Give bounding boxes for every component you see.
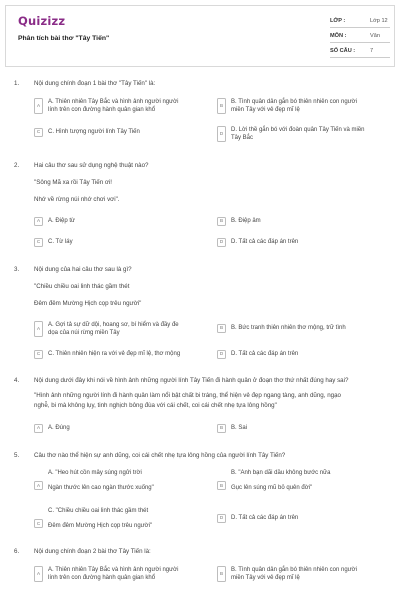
option-text: C. Thiên nhiên hiện ra với vẻ đẹp mĩ lệ, thơ mộng — [48, 351, 181, 358]
option-d[interactable] — [217, 126, 365, 143]
option-text: D. Tất cả các đáp án trên — [231, 515, 299, 522]
option-text: Đêm đêm Mường Hịch cọp trêu người" — [48, 523, 153, 530]
option-letter-box: B — [217, 566, 226, 582]
option-text: lính trên con đường hành quân gian khổ — [48, 575, 156, 582]
question-text: Hai câu thơ sau sử dụng nghệ thuật nào? — [34, 162, 149, 169]
option-letter-box: B — [217, 481, 226, 490]
question-number: 4. — [14, 377, 20, 384]
meta-class — [330, 14, 390, 28]
meta-count-value: 7 — [370, 48, 374, 54]
option-letter-box: D — [217, 238, 226, 247]
option-text: B. Sai — [231, 425, 248, 432]
option-text: Tây Bắc — [231, 135, 254, 142]
option-text: dọa của núi rừng miền Tây — [48, 330, 120, 337]
meta-class-label: LỚP : — [330, 18, 346, 24]
option-text: A. Điệp từ — [48, 218, 76, 225]
option-letter-box: B — [217, 324, 226, 333]
quote-line: Nhớ về rừng núi nhớ chơi vơi". — [34, 196, 120, 203]
option-letter-box: D — [217, 514, 226, 523]
option-a[interactable] — [34, 321, 179, 338]
meta-count — [330, 44, 390, 58]
option-d[interactable] — [217, 238, 298, 247]
option-text: miền Tây với vẻ đẹp mĩ lệ — [231, 575, 300, 582]
question-number: 2. — [14, 162, 20, 169]
option-a[interactable] — [34, 98, 178, 115]
option-letter-box: A — [34, 217, 43, 226]
option-letter-box: A — [34, 321, 43, 337]
question-text: Nội dung của hai câu thơ sau là gì? — [34, 266, 132, 273]
meta-class-value: Lớp 12 — [370, 18, 388, 24]
option-letter-box: C — [34, 238, 43, 247]
option-b[interactable] — [217, 217, 261, 226]
quote-line: "Chiều chiều oai linh thác gầm thét — [34, 283, 130, 290]
question-number: 6. — [14, 548, 20, 555]
option-b[interactable] — [217, 469, 331, 493]
question-text: Nội dung dưới đây khi nói về hình ảnh những người lính Tây Tiến đi hành quân ở đoạn thơ thứ nhất đúng hay sai? — [34, 377, 349, 384]
option-text: C. Từ láy — [48, 239, 73, 246]
option-a[interactable] — [34, 424, 70, 433]
option-text: B. Tình quân dân gắn bó thiên nhiên con người — [231, 99, 357, 105]
option-letter-box: C — [34, 350, 43, 359]
option-text: D. Tất cả các đáp án trên — [231, 351, 299, 358]
meta-subject — [330, 29, 390, 43]
option-letter-box: C — [34, 519, 43, 528]
option-d[interactable] — [217, 514, 298, 523]
option-text: C. Hình tượng người lính Tây Tiến — [48, 129, 140, 136]
option-letter-box: A — [34, 481, 43, 490]
option-text: D. Lời thề gắn bó với đoàn quân Tây Tiến và miền — [231, 127, 365, 133]
quote-line: "Hình ảnh những người lính đi hành quân làm nổi bật chất bi tráng, thể hiện vẻ đẹp ngang tàng, anh dũng, ngạo — [34, 392, 341, 399]
question-text: Nội dung chính đoạn 1 bài thơ "Tây Tiến" là: — [34, 80, 156, 87]
option-letter-box: B — [217, 424, 226, 433]
question-number: 1. — [14, 80, 20, 87]
question-text: Câu thơ nào thể hiện sự anh dũng, coi cái chết nhẹ tựa lông hồng của người lính Tây Tiến? — [34, 452, 286, 459]
option-b[interactable] — [217, 324, 346, 333]
option-text: A. Thiên nhiên Tây Bắc và hình ảnh người người — [48, 567, 179, 573]
option-d[interactable] — [217, 350, 298, 359]
option-b[interactable] — [217, 98, 357, 115]
option-text: A. Đúng — [48, 425, 70, 432]
option-text: lính trên con đường hành quân gian khổ — [48, 107, 156, 114]
quote-line: nghễ, bi mà không lụy, tinh nghịch bông đùa với cái chết, coi cái chết nhẹ tựa lông hồng" — [34, 402, 277, 409]
option-c[interactable] — [34, 507, 152, 531]
option-c[interactable] — [34, 238, 73, 247]
option-text: A. Gợi tả sự dữ dội, hoang sơ, bí hiểm và đầy đe — [48, 322, 179, 328]
option-letter-box: D — [217, 126, 226, 142]
question-number: 3. — [14, 266, 20, 273]
quote-line: "Sông Mã xa rồi Tây Tiến ơi! — [34, 179, 113, 186]
option-c[interactable] — [34, 128, 140, 137]
option-text: D. Tất cả các đáp án trên — [231, 239, 299, 246]
option-b[interactable] — [217, 424, 247, 433]
option-text: A. Thiên nhiên Tây Bắc và hình ảnh người người — [48, 99, 179, 105]
option-text: Ngàn thước lên cao ngàn thước xuống" — [48, 485, 154, 492]
option-letter-box: B — [217, 98, 226, 114]
question-number: 5. — [14, 452, 20, 459]
page-title: Phân tích bài thơ "Tây Tiến" — [18, 35, 110, 42]
option-text: B. Tình quân dân gắn bó thiên nhiên con người — [231, 567, 357, 573]
option-b[interactable] — [217, 566, 357, 583]
meta-subject-label: MÔN : — [330, 33, 347, 39]
option-letter-box: B — [217, 217, 226, 226]
option-text: A. "Heo hút cồn mây súng ngửi trời — [48, 470, 142, 476]
option-letter-box: A — [34, 424, 43, 433]
quizizz-logo: Quizizz — [18, 14, 66, 28]
option-a[interactable] — [34, 566, 178, 583]
option-text: B. "Anh bạn dãi dầu không bước nữa — [231, 470, 331, 476]
option-text: B. Bức tranh thiên nhiên thơ mộng, trữ tình — [231, 325, 346, 332]
question-text: Nội dung chính đoạn 2 bài thơ Tây Tiến là: — [34, 548, 151, 555]
meta-subject-value: Văn — [370, 33, 380, 39]
option-letter-box: C — [34, 128, 43, 137]
quote-line: Đêm đêm Mường Hịch cọp trêu người" — [34, 300, 142, 307]
option-letter-box: A — [34, 566, 43, 582]
option-a[interactable] — [34, 217, 75, 226]
option-a[interactable] — [34, 469, 154, 493]
worksheet-header — [5, 5, 395, 67]
option-text: C. "Chiều chiều oai linh thác gầm thét — [48, 508, 149, 514]
option-letter-box: A — [34, 98, 43, 114]
meta-count-label: SỐ CÂU : — [330, 48, 356, 54]
option-c[interactable] — [34, 350, 180, 359]
option-text: B. Điệp âm — [231, 218, 261, 225]
option-text: Gục lên súng mũ bỏ quên đời" — [231, 485, 313, 492]
option-text: miền Tây với vẻ đẹp mĩ lệ — [231, 107, 300, 114]
option-letter-box: D — [217, 350, 226, 359]
